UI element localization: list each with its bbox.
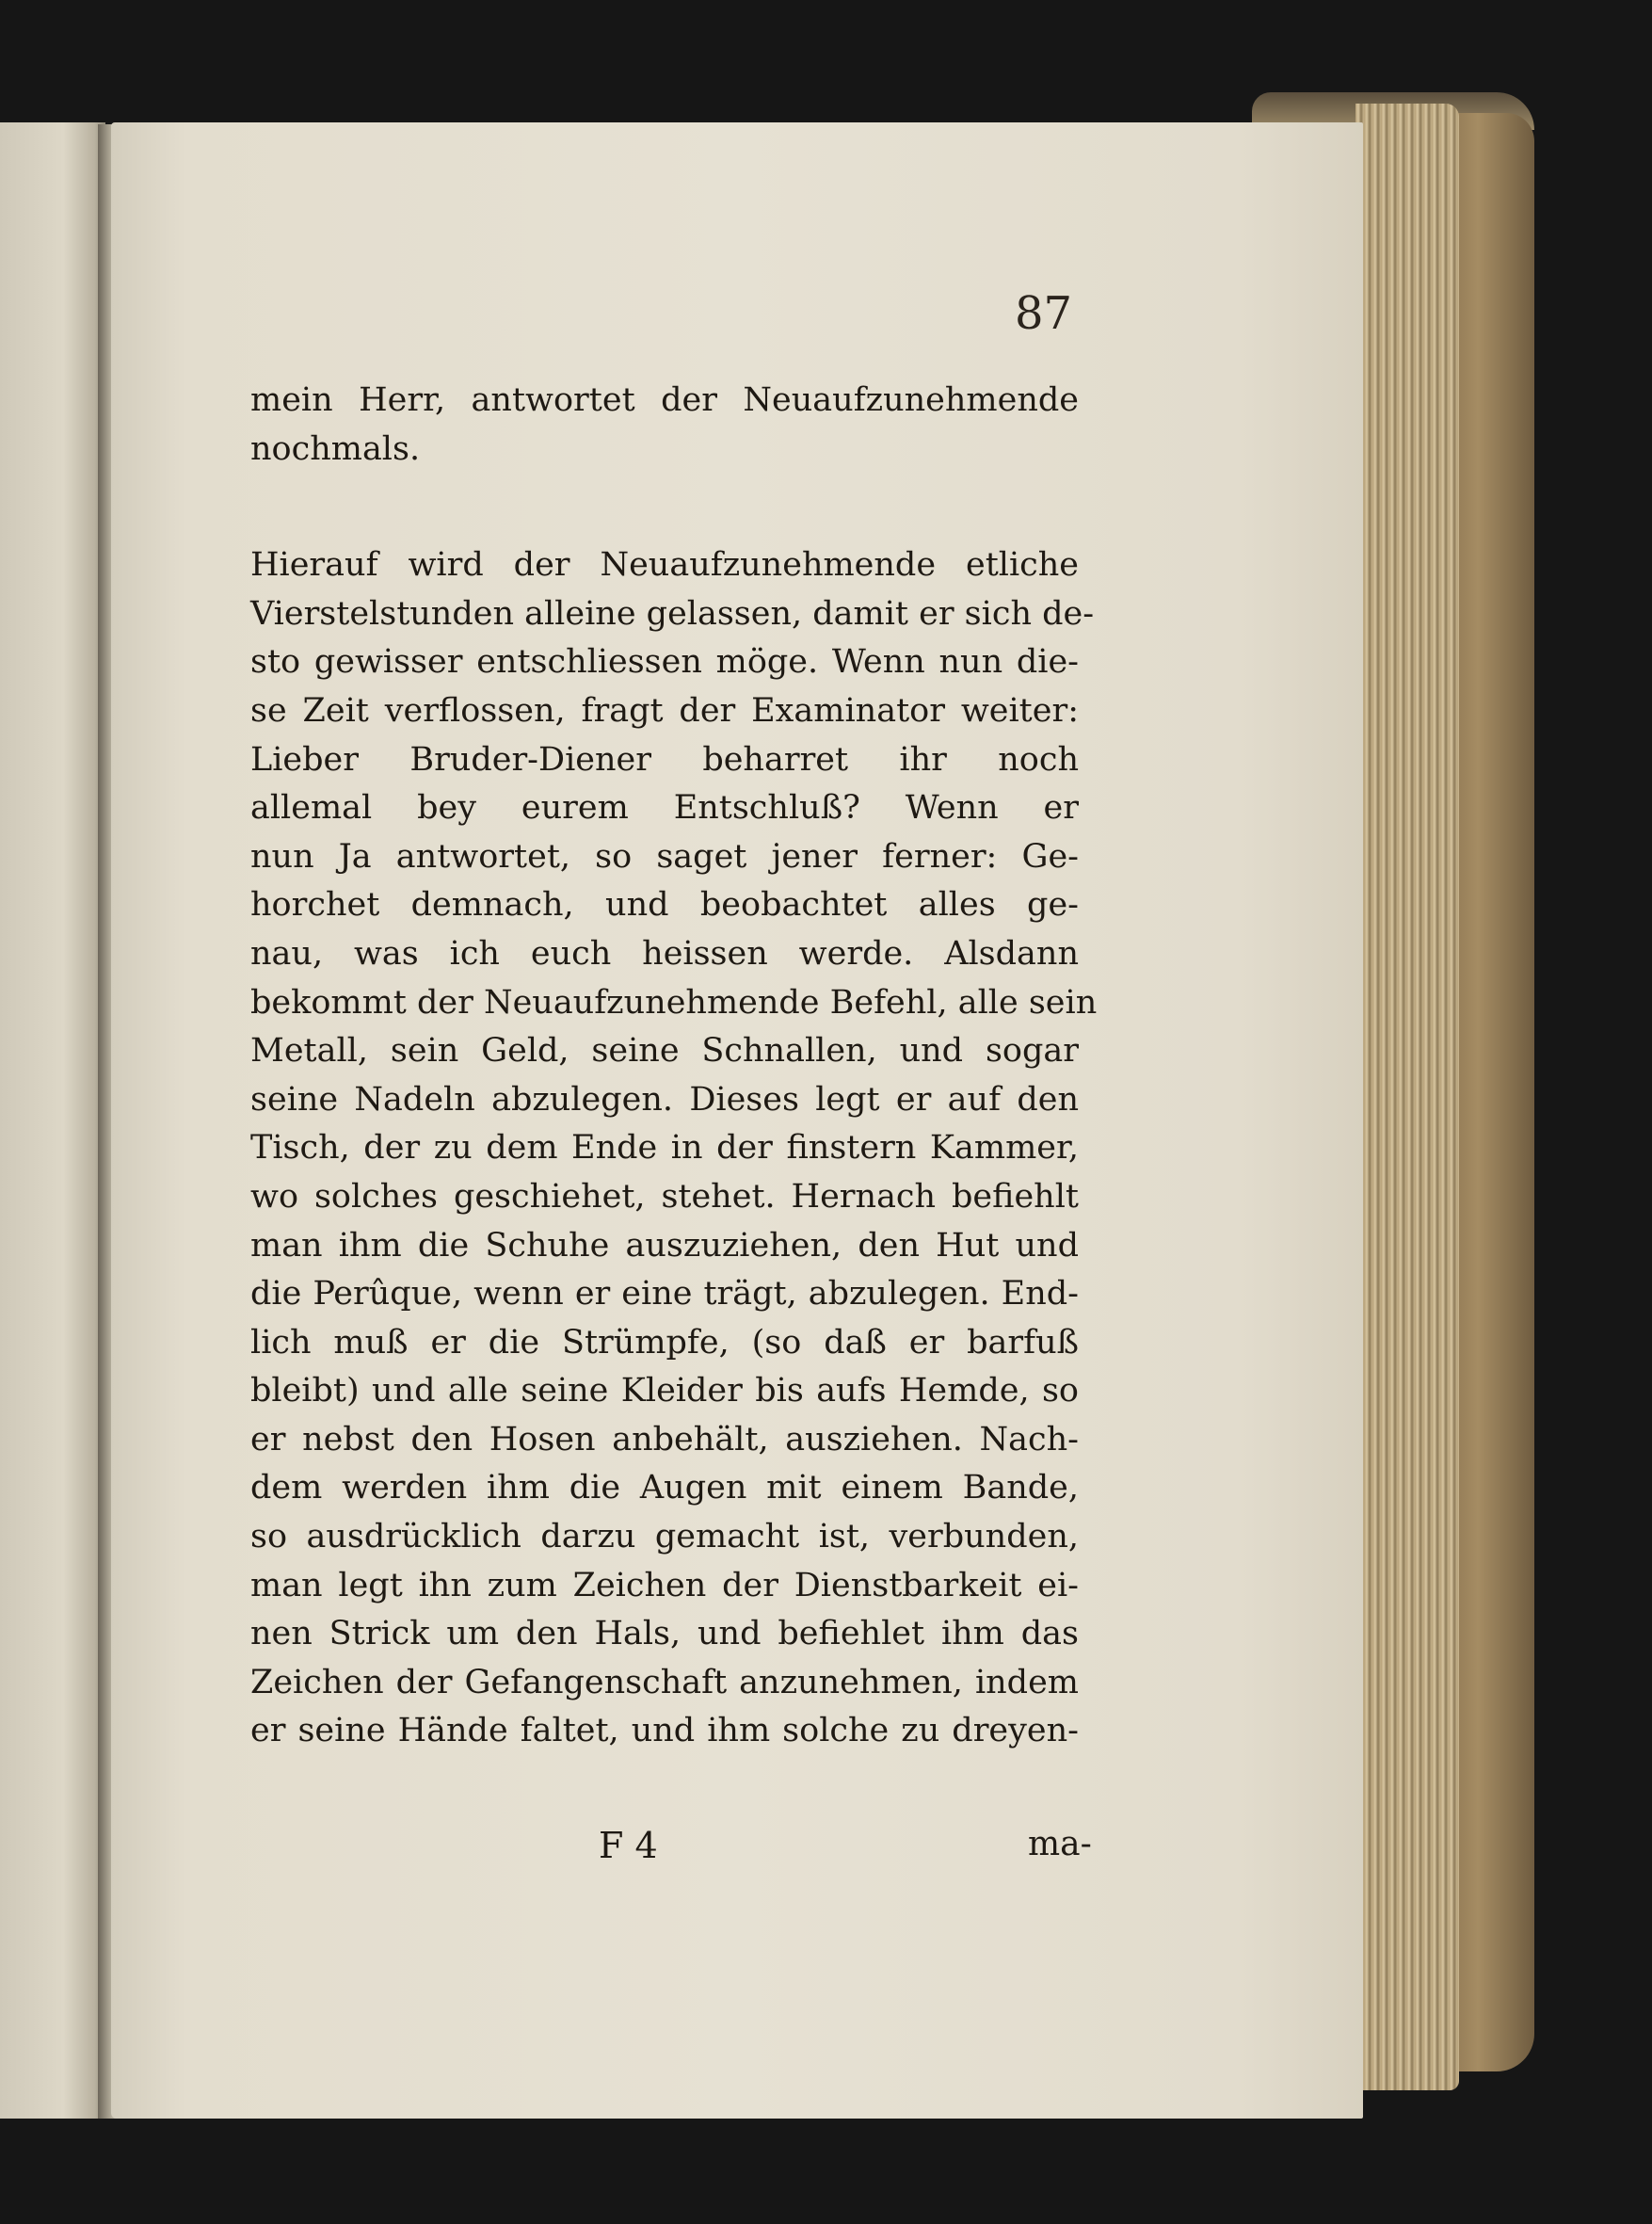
text-line: sto gewisser entschliessen möge. Wenn nun die-: [250, 643, 1079, 682]
text-line: se Zeit verflossen, fragt der Examinator weiter:: [250, 691, 1079, 730]
page-number: 87: [1015, 287, 1073, 340]
text-line: mein Herr, antwortet der Neuaufzunehmende: [250, 381, 1079, 419]
text-line: nochmals.: [250, 429, 421, 468]
text-line: dem werden ihm die Augen mit einem Bande,: [250, 1469, 1079, 1507]
left-page-edge: [0, 122, 105, 2119]
text-line: nun Ja antwortet, so saget jener ferner: Ge-: [250, 837, 1079, 876]
text-line: bekommt der Neuaufzunehmende Befehl, alle sein: [250, 983, 1098, 1022]
catchword: ma-: [1028, 1825, 1092, 1863]
text-line: wo solches geschiehet, stehet. Hernach befiehlt: [250, 1177, 1079, 1216]
text-line: Vierstelstunden alleine gelassen, damit er sich de-: [250, 594, 1095, 633]
text-line: man legt ihn zum Zeichen der Dienstbarkeit ei-: [250, 1566, 1079, 1604]
text-line: die Perûque, wenn er eine trägt, abzulegen. End-: [250, 1275, 1079, 1313]
text-line: allemal bey eurem Entschluß? Wenn er: [250, 789, 1079, 828]
text-line: bleibt) und alle seine Kleider bis aufs Hemde, so: [250, 1372, 1079, 1410]
text-line: Tisch, der zu dem Ende in der finstern Kammer,: [250, 1129, 1079, 1168]
text-line: so ausdrücklich darzu gemacht ist, verbunden,: [250, 1518, 1079, 1556]
page-text: [250, 377, 1098, 1756]
text-line: horchet demnach, und beobachtet alles ge-: [250, 886, 1079, 925]
text-line: Metall, sein Geld, seine Schnallen, und sogar: [250, 1032, 1079, 1071]
text-line: Lieber Bruder-Diener beharret ihr noch: [250, 740, 1079, 779]
text-line: er seine Hände faltet, und ihm solche zu dreyen-: [250, 1712, 1079, 1750]
text-line: nau, was ich euch heissen werde. Alsdann: [250, 934, 1079, 973]
paragraph-gap: [250, 474, 1079, 541]
text-line: Hierauf wird der Neuaufzunehmende etliche: [250, 546, 1079, 585]
signature-mark: F 4: [599, 1825, 658, 1866]
text-line: nen Strick um den Hals, und befiehlet ihm das: [250, 1615, 1079, 1653]
page-stack-edge: [1355, 104, 1459, 2090]
text-line: Zeichen der Gefangenschaft anzunehmen, indem: [250, 1663, 1079, 1701]
text-line: seine Nadeln abzulegen. Dieses legt er auf den: [250, 1080, 1079, 1119]
text-line: er nebst den Hosen anbehält, ausziehen. Nach-: [250, 1420, 1079, 1458]
text-line: man ihm die Schuhe auszuziehen, den Hut und: [250, 1226, 1079, 1265]
text-line: lich muß er die Strümpfe, (so daß er barfuß: [250, 1323, 1079, 1362]
